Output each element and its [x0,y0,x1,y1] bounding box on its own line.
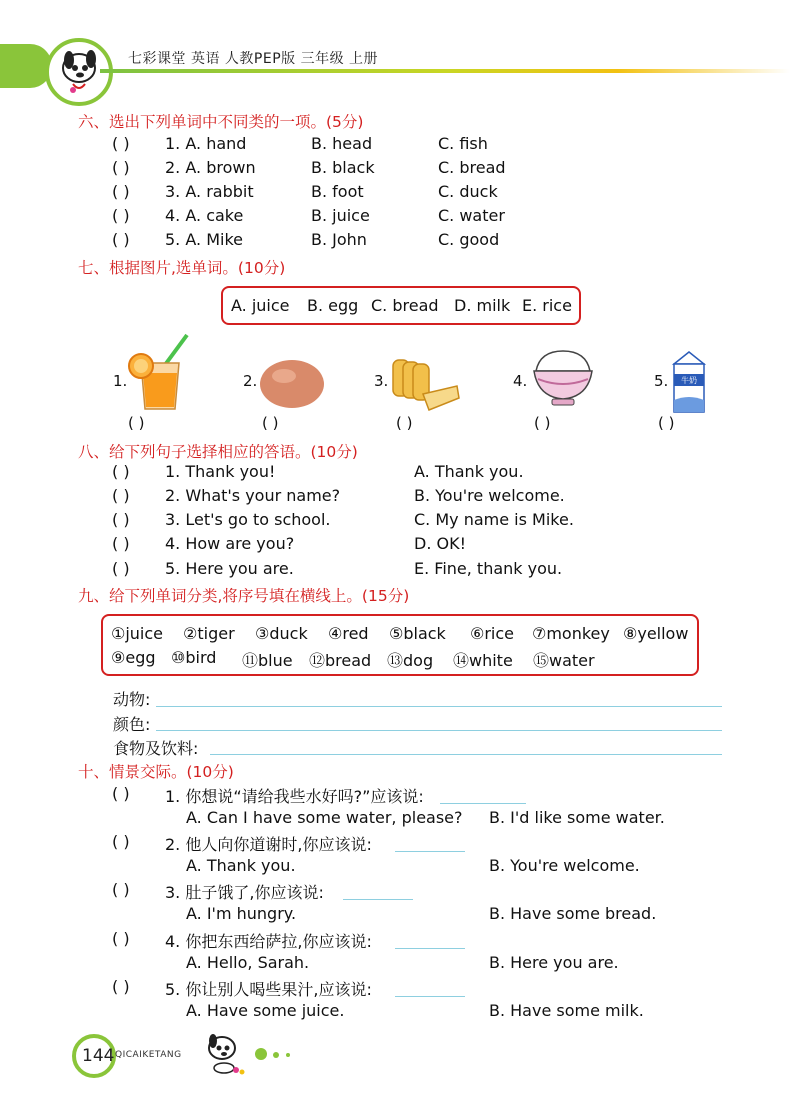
answer-option: B. You're welcome. [414,486,565,505]
question-text: 2. A. brown [165,158,256,177]
option-b: B. head [311,134,373,153]
option-b: B. Here you are. [489,953,619,972]
word-item: ⑦monkey [532,624,610,643]
word-item: ⑥rice [470,624,515,643]
question-text: 4. A. cake [165,206,244,225]
options-row [0,953,800,977]
option-b: B. black [311,158,375,177]
answer-blank[interactable]: ( ) [396,414,413,432]
options-row [0,808,800,832]
options-row [0,904,800,928]
header-color-bar [100,69,790,73]
option-b: B. You're welcome. [489,856,640,875]
question-row [0,158,800,182]
option-c: C. good [438,230,500,249]
question-row [0,559,800,583]
answer-line[interactable] [156,706,722,707]
word-item: ⑬dog [387,651,434,670]
scenario-text: 4. 你把东西给萨拉,你应该说: [165,932,372,951]
option-b: B. John [311,230,367,249]
category-label: 动物: [113,690,151,709]
answer-option: C. My name is Mike. [414,510,574,529]
question-text: 3. A. rabbit [165,182,254,201]
word-item: ③duck [255,624,308,643]
scenario-row [0,929,800,953]
option-b: B. Have some milk. [489,1001,644,1020]
scenario-text: 3. 肚子饿了,你应该说: [165,883,324,902]
question-row [0,486,800,510]
options-row [0,1001,800,1025]
option-b: B. juice [311,206,370,225]
word-item: ⑭white [453,651,513,670]
word-option: E. rice [522,296,572,315]
answer-blank[interactable]: ( ) [112,182,130,201]
question-text: 5. A. Mike [165,230,243,249]
scenario-row [0,832,800,856]
question-text: 5. Here you are. [165,559,294,578]
category-row [0,687,800,711]
question-row [0,510,800,534]
answer-blank[interactable]: ( ) [534,414,551,432]
question-text: 1. A. hand [165,134,247,153]
picture-number: 2. [243,372,258,390]
section-7-title: 七、根据图片,选单词。(10分) [78,259,286,277]
option-a: A. Thank you. [186,856,296,875]
category-label: 颜色: [113,715,151,734]
decorative-dot [255,1048,267,1060]
answer-blank[interactable]: ( ) [112,230,130,249]
option-c: C. fish [438,134,488,153]
answer-blank[interactable]: ( ) [112,134,130,153]
scenario-row [0,784,800,808]
word-option: D. milk [454,296,511,315]
answer-blank[interactable]: ( ) [128,414,145,432]
category-row [0,712,800,736]
footer-brand: QICAIKETANG [115,1050,182,1060]
word-item: ⑪blue [242,651,293,670]
answer-blank[interactable]: ( ) [112,486,130,505]
word-item: ⑮water [533,651,595,670]
question-row [0,534,800,558]
answer-line[interactable] [395,851,465,852]
word-option: C. bread [371,296,439,315]
section-9-title: 九、给下列单词分类,将序号填在横线上。(15分) [78,587,410,605]
rice-bowl-icon [530,345,596,411]
answer-blank[interactable]: ( ) [112,784,130,803]
answer-line[interactable] [440,803,526,804]
question-text: 3. Let's go to school. [165,510,331,529]
picture-number: 3. [374,372,389,390]
answer-line[interactable] [156,730,722,731]
answer-blank[interactable]: ( ) [112,462,130,481]
option-c: C. duck [438,182,498,201]
word-item: ①juice [111,624,164,643]
milk-carton-icon [668,350,710,414]
question-text: 1. Thank you! [165,462,276,481]
answer-blank[interactable]: ( ) [112,534,130,553]
answer-blank[interactable]: ( ) [112,929,130,948]
option-a: A. I'm hungry. [186,904,297,923]
option-a: A. Have some juice. [186,1001,345,1020]
answer-blank[interactable]: ( ) [262,414,279,432]
question-row [0,230,800,254]
page-header [0,0,800,110]
answer-line[interactable] [395,996,465,997]
option-c: C. bread [438,158,506,177]
answer-option: D. OK! [414,534,466,553]
answer-blank[interactable]: ( ) [112,206,130,225]
category-label: 食物及饮料: [113,739,199,758]
question-text: 4. How are you? [165,534,295,553]
word-option: B. egg [307,296,359,315]
egg-icon [258,358,326,410]
option-b: B. Have some bread. [489,904,657,923]
header-title: 七彩课堂 英语 人教PEP版 三年级 上册 [128,51,379,67]
word-list-box [101,614,699,676]
answer-option: A. Thank you. [414,462,524,481]
category-row [0,736,800,760]
section-10-title: 十、情景交际。(10分) [78,763,234,781]
scenario-row [0,977,800,1001]
word-bank-box [221,286,581,325]
answer-blank[interactable]: ( ) [658,414,675,432]
word-item: ⑧yellow [623,624,689,643]
picture-number: 5. [654,372,669,390]
word-item: ⑩bird [171,648,217,667]
milk-carton-label: 牛奶 [681,376,697,385]
page-number: 144 [82,1046,115,1066]
section-6-title: 六、选出下列单词中不同类的一项。(5分) [78,113,364,131]
juice-glass-icon [127,333,193,413]
word-item: ⑤black [389,624,446,643]
option-a: A. Can I have some water, please? [186,808,463,827]
word-option: A. juice [231,296,290,315]
word-item: ⑫bread [309,651,372,670]
options-row [0,856,800,880]
picture-number: 4. [513,372,528,390]
scenario-text: 1. 你想说“请给我些水好吗?”应该说: [165,787,424,806]
scenario-text: 5. 你让别人喝些果汁,应该说: [165,980,372,999]
decorative-dot [286,1053,290,1057]
picture-number: 1. [113,372,128,390]
option-b: B. I'd like some water. [489,808,665,827]
answer-line[interactable] [210,754,722,755]
question-text: 2. What's your name? [165,486,341,505]
question-row [0,206,800,230]
answer-blank[interactable]: ( ) [112,832,130,851]
answer-blank[interactable]: ( ) [112,880,130,899]
question-row [0,462,800,486]
header-green-tab [0,44,52,88]
question-row [0,182,800,206]
word-item: ④red [328,624,369,643]
answer-line[interactable] [343,899,413,900]
word-item: ②tiger [183,624,235,643]
scenario-text: 2. 他人向你道谢时,你应该说: [165,835,372,854]
decorative-dot [273,1052,279,1058]
option-b: B. foot [311,182,364,201]
option-a: A. Hello, Sarah. [186,953,310,972]
answer-line[interactable] [395,948,465,949]
answer-blank[interactable]: ( ) [112,559,130,578]
bread-icon [389,354,461,412]
word-item: ⑨egg [111,648,156,667]
answer-option: E. Fine, thank you. [414,559,563,578]
dog-mascot-icon [200,1030,248,1076]
scenario-row [0,880,800,904]
answer-blank[interactable]: ( ) [112,510,130,529]
section-8-title: 八、给下列句子选择相应的答语。(10分) [78,443,358,461]
answer-blank[interactable]: ( ) [112,158,130,177]
option-c: C. water [438,206,505,225]
question-row [0,134,800,158]
answer-blank[interactable]: ( ) [112,977,130,996]
